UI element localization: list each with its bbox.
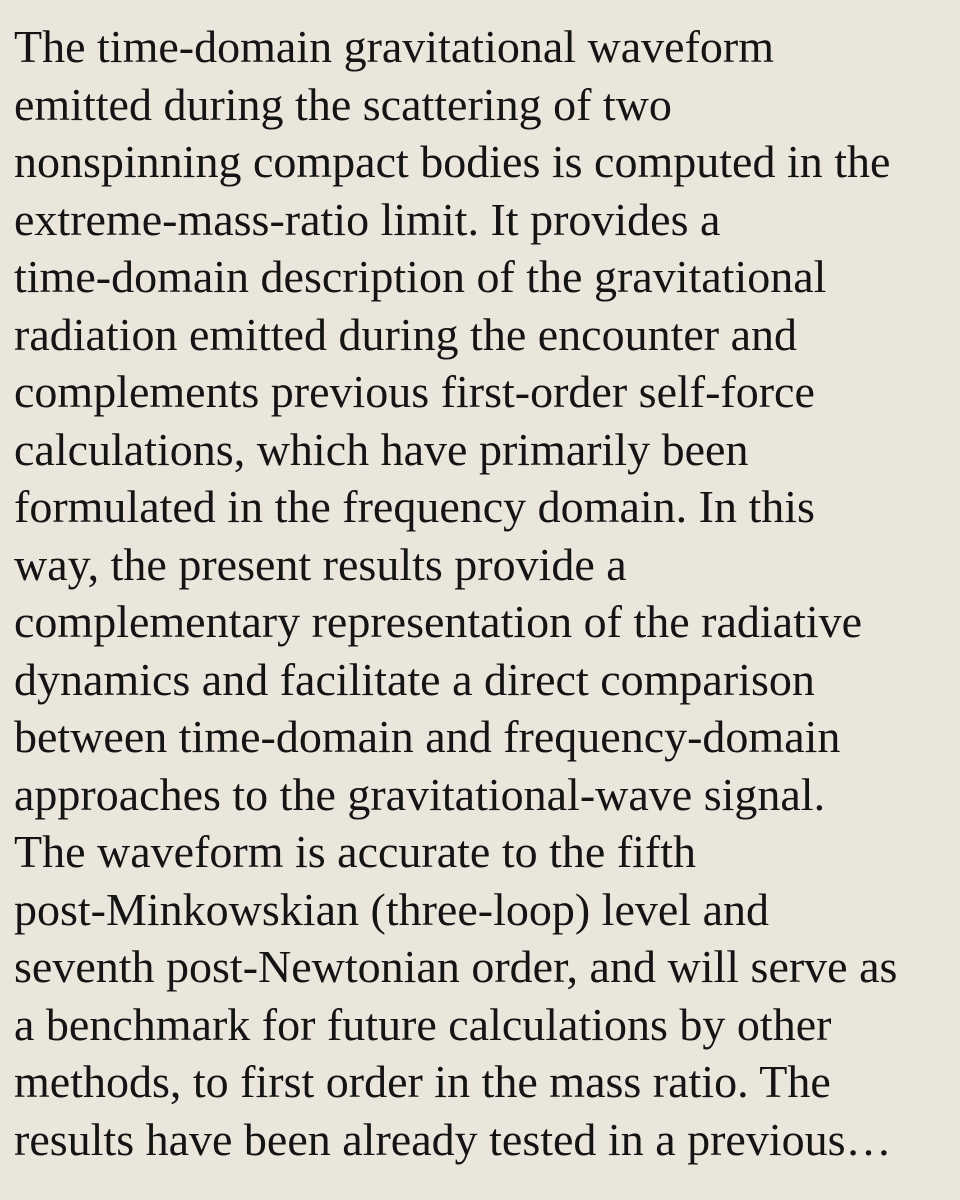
text-line: post-Minkowskian (three-loop) level and — [14, 883, 769, 935]
text-line: seventh post-Newtonian order, and will serve as — [14, 941, 898, 992]
text-line: results have been already tested in a previous… — [14, 1113, 892, 1165]
text-line: way, the present results provide a — [14, 538, 627, 590]
text-line: between time-domain and frequency-domain — [14, 711, 841, 762]
text-line: dynamics and facilitate a direct comparison — [14, 653, 815, 705]
text-line: a benchmark for future calculations by other — [14, 998, 832, 1050]
text-line: extreme-mass-ratio limit. It provides a — [14, 193, 721, 245]
text-line: emitted during the scattering of two — [14, 78, 672, 130]
text-line: time-domain description of the gravitational — [14, 251, 827, 302]
text-line: radiation emitted during the encounter and — [14, 308, 798, 360]
text-line: The waveform is accurate to the fifth — [14, 826, 697, 877]
text-line: formulated in the frequency domain. In this — [14, 481, 815, 532]
text-line: calculations, which have primarily been — [14, 423, 749, 475]
text-line: methods, to first order in the mass ratio. The — [14, 1056, 831, 1107]
text-line: The time-domain gravitational waveform — [14, 21, 775, 72]
text-line: complementary representation of the radiative — [14, 596, 863, 647]
text-line: approaches to the gravitational-wave signal. — [14, 768, 826, 820]
text-line: nonspinning compact bodies is computed in the — [14, 136, 891, 187]
abstract-paragraph — [14, 18, 946, 1168]
text-line: complements previous first-order self-force — [14, 366, 815, 417]
